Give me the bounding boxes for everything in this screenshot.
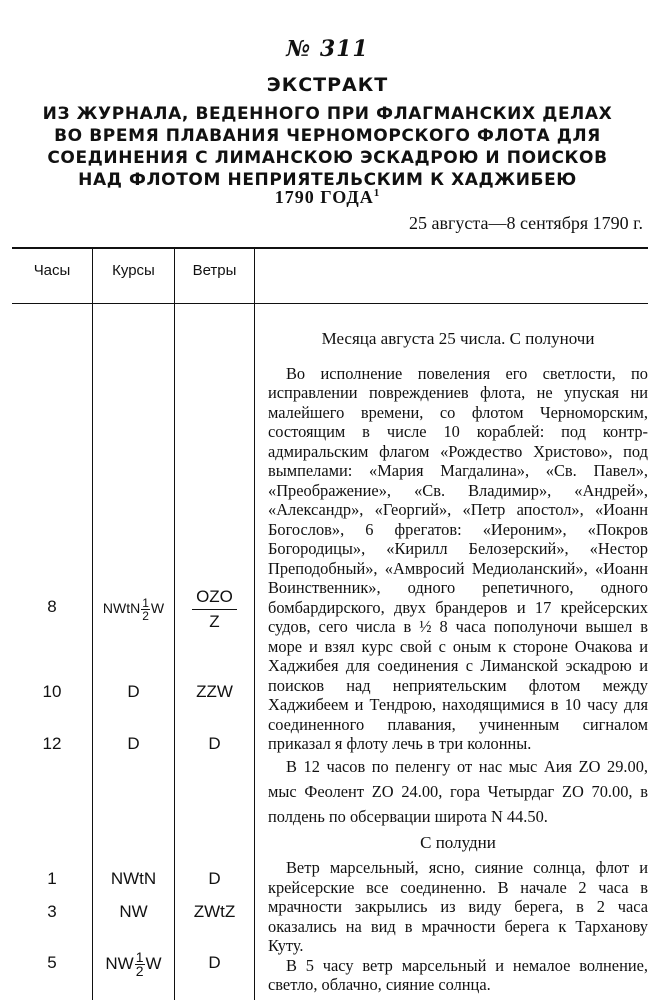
column-header-hours: Часы xyxy=(33,262,71,279)
section-heading: С полудни xyxy=(420,832,496,852)
row-wind-stacked: OZO Z xyxy=(175,587,254,632)
row-wind: D xyxy=(208,953,221,972)
row-course: NW $\frac{1}{2}$ W xyxy=(105,949,162,979)
title-year: 1790 ГОДА$^1$ xyxy=(274,187,381,207)
row-course: NWtN xyxy=(110,869,157,888)
paragraph: В 12 часов по пеленгу от нас мыс Аия ZO 29.00, мыс Феолент ZO 24.00, гора Четырдаг ZO 70.00, в полдень по обсервации широта N 44.50. xyxy=(268,756,648,826)
row-wind: D xyxy=(208,869,221,888)
title-line-1: ИЗ ЖУРНАЛА, ВЕДЕННОГО ПРИ ФЛАГМАНСКИХ ДЕЛАХ xyxy=(42,104,613,124)
footnote-mark: 1 xyxy=(373,187,381,199)
column-divider-3 xyxy=(254,247,255,1000)
column-header-courses: Курсы xyxy=(112,262,155,279)
document-number: № 311 xyxy=(286,36,369,62)
row-hour: 10 xyxy=(42,682,62,701)
row-course: D xyxy=(127,682,140,701)
row-wind: ZZW xyxy=(196,682,233,701)
section-heading: Месяца августа 25 числа. С полуночи xyxy=(321,329,595,348)
row-hour: 5 xyxy=(47,953,57,972)
row-wind: D xyxy=(208,734,221,753)
table-header-rule xyxy=(12,303,648,304)
row-course: NW xyxy=(119,902,148,921)
title-line-4: НАД ФЛОТОМ НЕПРИЯТЕЛЬСКИМ К ХАДЖИБЕЮ xyxy=(78,170,577,190)
row-course: D xyxy=(127,734,140,753)
document-type: ЭКСТРАКТ xyxy=(266,74,389,96)
title-line-2: ВО ВРЕМЯ ПЛАВАНИЯ ЧЕРНОМОРСКОГО ФЛОТА ДЛЯ xyxy=(54,126,601,146)
row-hour: 12 xyxy=(42,734,62,753)
row-hour: 1 xyxy=(47,869,57,888)
table-top-rule xyxy=(12,247,648,249)
journal-text-column xyxy=(268,329,648,995)
fraction: $\frac{1}{2}$ xyxy=(142,596,149,623)
title-line-3: СОЕДИНЕНИЯ С ЛИМАНСКОЮ ЭСКАДРОЮ И ПОИСКОВ xyxy=(47,148,608,168)
paragraph: В 5 часу ветр марсельный и немалое волнение, светло, облачно, сияние солнца. xyxy=(268,955,648,994)
paragraph: Во исполнение повеления его светлости, по исправлении повреждениев флота, не упуская ни малейшего времени, со флотом Черноморским, состоящим в числе 10 кораблей: под контр-адмиральским флагом «Рождество Христово», под вымпелами: «Мария Магдалина», «Св. Павел», «Преображение», «Св. Владимир», «Андрей», «Александр», «Георгий», «Петр апостол», «Иоанн Богослов», 6 фрегатов: «Иероним», «Покров Богородицы», «Кирилл Белозерский», «Нестор Преподобный», «Амвросий Медиоланский», «Иоанн Воинственник», одного репетичного, одного бомбардирского, двух брандеров и 17 крейсерских судов, сего числа в ½ 8 часа пополуночи вышел в море и взял курс свой с оным к стороне Очакова и Хаджибея для соединения с Лиманской эскадрою и поисков над неприятельским флотом между Хаджибеем и Тендрою, находящимися в 10 часу для соединенного плавания, учиненным сигналом приказал я флоту лечь в три колонны. xyxy=(268,363,648,753)
date-range: 25 августа—8 сентября 1790 г. xyxy=(409,213,643,233)
fraction: $\frac{1}{2}$ xyxy=(135,949,144,979)
row-wind: ZWtZ xyxy=(193,902,236,921)
paragraph: Ветр марсельный, ясно, сияние солнца, флот и крейсерские все соединенно. В начале 2 часа в мрачности закрылись из виду берега, в 2 часа оказались на вид в мрачности берега к Тарханову Куту. xyxy=(268,858,648,955)
column-header-winds: Ветры xyxy=(192,262,237,279)
row-hour: 3 xyxy=(47,902,57,921)
row-hour: 8 xyxy=(47,597,57,616)
row-course: NWtN $\frac{1}{2}$ W xyxy=(102,596,165,623)
